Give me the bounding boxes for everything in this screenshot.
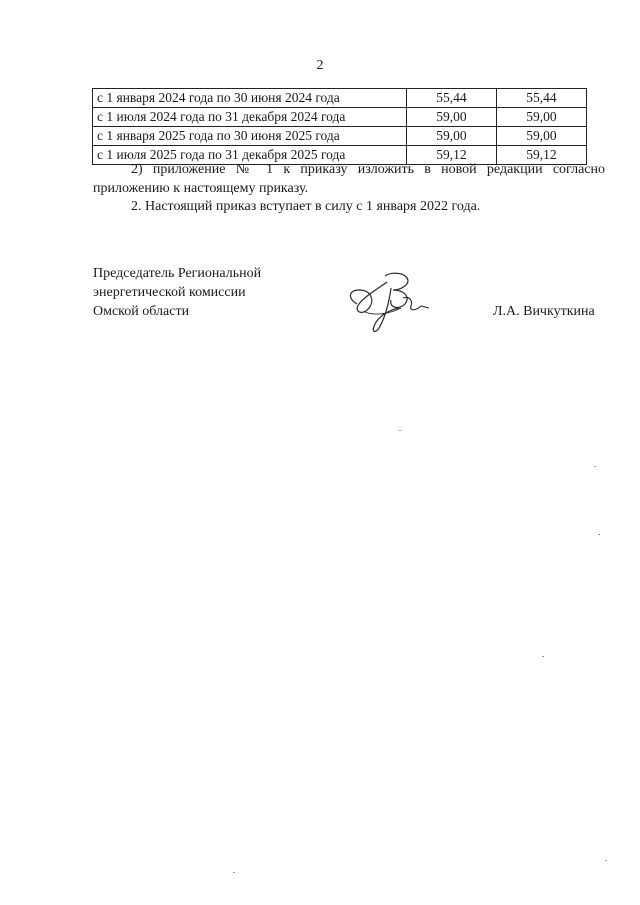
signer-title-line: энергетической комиссии	[93, 285, 246, 300]
scan-speck	[598, 534, 600, 535]
value-cell: 59,00	[496, 108, 586, 127]
paragraph-item-2: 2) приложение № 1 к приказу изложить в новой редакции согласно приложению к настоящему приказу.	[93, 162, 605, 196]
period-cell: с 1 июля 2024 года по 31 декабря 2024 года	[93, 108, 407, 127]
value-cell: 59,00	[406, 127, 496, 146]
table-row	[93, 108, 587, 127]
scan-speck	[233, 872, 235, 873]
scan-speck	[542, 656, 544, 657]
page-number: 2	[316, 58, 324, 73]
value-cell: 59,12	[406, 146, 496, 165]
scan-speck	[594, 466, 596, 467]
period-cell: с 1 июля 2025 года по 31 декабря 2025 года	[93, 146, 407, 165]
scan-speck	[399, 430, 401, 431]
table-row	[93, 127, 587, 146]
signer-title-line: Председатель Региональной	[93, 266, 262, 281]
signer-title	[93, 264, 261, 321]
tariff-table	[92, 88, 587, 165]
value-cell: 55,44	[406, 89, 496, 108]
paragraph-clause-2: 2. Настоящий приказ вступает в силу с 1 января 2022 года.	[131, 199, 481, 214]
value-cell: 59,00	[406, 108, 496, 127]
period-cell: с 1 января 2025 года по 30 июня 2025 года	[93, 127, 407, 146]
handwritten-signature	[345, 268, 435, 340]
scan-speck	[605, 860, 607, 861]
table-row	[93, 89, 587, 108]
value-cell: 55,44	[496, 89, 586, 108]
value-cell: 59,00	[496, 127, 586, 146]
signer-name: Л.А. Вичкуткина	[493, 304, 595, 319]
period-cell: с 1 января 2024 года по 30 июня 2024 года	[93, 89, 407, 108]
signer-title-line: Омской области	[93, 304, 190, 319]
value-cell: 59,12	[496, 146, 586, 165]
